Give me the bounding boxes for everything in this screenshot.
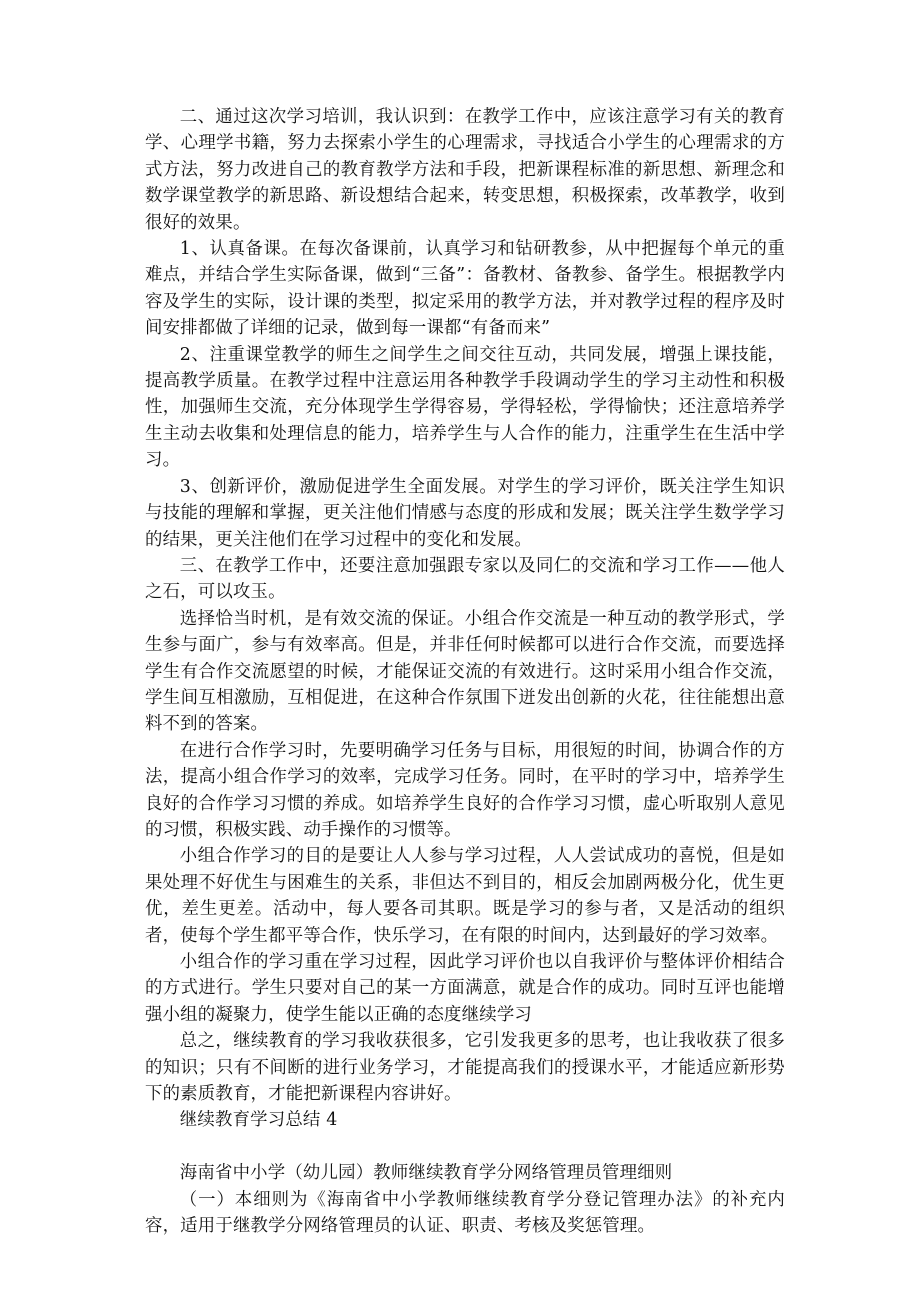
paragraph-group-evaluation: 小组合作的学习重在学习过程，因此学习评价也以自我评价与整体评价相结合的方式进行。学生只要对自己的某一方面满意，就是合作的成功。同时互评也能增强小组的凝聚力，使学生能以正确的态度继续学习 (145, 952, 785, 1025)
paragraph-group-goal: 小组合作学习的目的是要让人人参与学习过程，人人尝试成功的喜悦，但是如果处理不好优生与困难生的关系，非但达不到目的，相反会加剧两极分化，优生更优，差生更差。活动中，每人要各司其职。既是学习的参与者，又是活动的组织者，使每个学生都平等合作，快乐学习，在有限的时间内，达到最好的学习效率。 (145, 846, 785, 946)
section-paragraph: （一）本细则为《海南省中小学教师继续教育学分登记管理办法》的补充内容，适用于继教学分网络管理员的认证、职责、考核及奖惩管理。 (145, 1189, 785, 1237)
spacer (145, 1134, 785, 1160)
paragraph-innovative-evaluation: 3、创新评价，激励促进学生全面发展。对学生的学习评价，既关注学生知识与技能的理解和掌握，更关注他们情感与态度的形成和发展；既关注学生数学学习的结果，更关注他们在学习过程中的变化和发展。 (145, 476, 785, 550)
section-heading-summary-4: 继续教育学习总结 4 (179, 1110, 338, 1131)
paragraph-training-insight: 二、通过这次学习培训，我认识到：在教学工作中，应该注意学习有关的教育学、心理学书籍，努力去探索小学生的心理需求，寻找适合小学生的心理需求的方式方法，努力改进自己的教育教学方法和手段，把新课程标准的新思想、新理念和数学课堂教学的新思路、新设想结合起来，转变思想，积极探索，改革教学，收到很好的效果。 (145, 107, 785, 233)
paragraph-conclusion: 总之，继续教育的学习我收获很多，它引发我更多的思考，也让我收获了很多的知识；只有不间断的进行业务学习，才能提高我们的授课水平，才能适应新形势下的素质教育，才能把新课程内容讲好。 (145, 1031, 785, 1105)
paragraph-timing: 选择恰当时机，是有效交流的保证。小组合作交流是一种互动的教学形式，学生参与面广，参与有效率高。但是，并非任何时候都可以进行合作交流，而要选择学生有合作交流愿望的时候，才能保证交流的有效进行。这时采用小组合作交流，学生间互相激励，互相促进，在这种合作氛围下迸发出创新的火花，往往能想出意料不到的答案。 (145, 608, 785, 735)
section-title: 海南省中小学（幼儿园）教师继续教育学分网络管理员管理细则 (179, 1163, 673, 1184)
paragraph-cooperative-learning: 在进行合作学习时，先要明确学习任务与目标，用很短的时间，协调合作的方法，提高小组合作学习的效率，完成学习任务。同时，在平时的学习中，培养学生良好的合作学习习惯的养成。如培养学生良好的合作学习习惯，虚心听取别人意见的习惯，积极实践、动手操作的习惯等。 (145, 740, 785, 840)
paragraph-peer-exchange: 三、在教学工作中，还要注意加强跟专家以及同仁的交流和学习工作——他人之石，可以攻玉。 (145, 555, 785, 603)
paragraph-lesson-prep: 1、认真备课。在每次备课前，认真学习和钻研教参，从中把握每个单元的重难点，并结合学生实际备课，做到“三备”：备教材、备教参、备学生。根据教学内容及学生的实际，设计课的类型，拟定采用的教学方法，并对教学过程的程序及时间安排都做了详细的记录，做到每一课都“有备而来” (145, 239, 785, 339)
document-page (145, 104, 785, 1239)
paragraph-classroom-interaction: 2、注重课堂教学的师生之间学生之间交往互动，共同发展，增强上课技能，提高教学质量。在教学过程中注意运用各种教学手段调动学生的学习主动性和积极性，加强师生交流，充分体现学生学得容易，学得轻松，学得愉快；还注意培养学生主动去收集和处理信息的能力，培养学生与人合作的能力，注重学生在生活中学习。 (145, 344, 785, 471)
